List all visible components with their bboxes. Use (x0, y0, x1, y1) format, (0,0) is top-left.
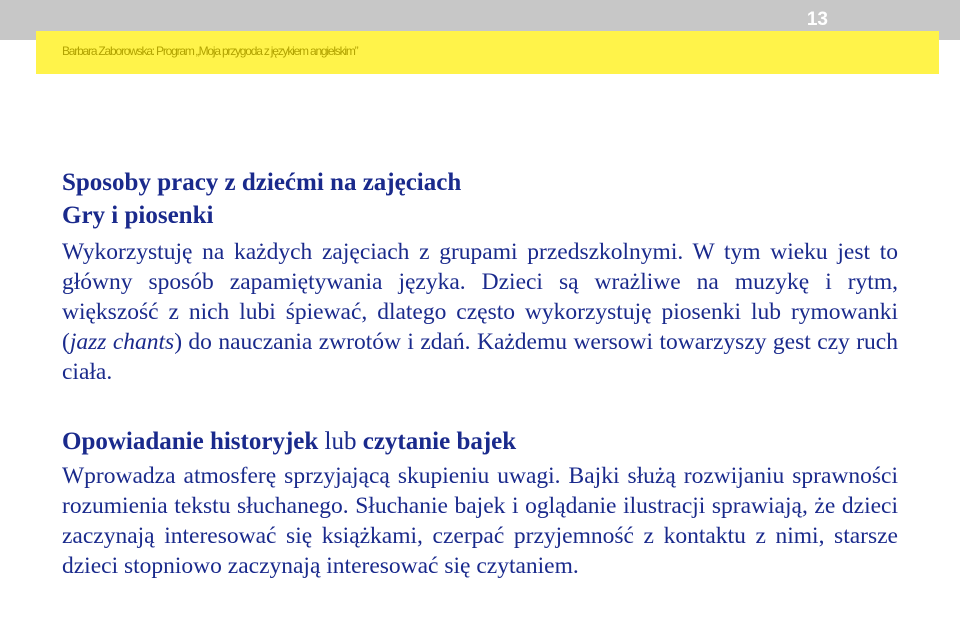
paragraph-italic-term: jazz chants (69, 329, 175, 355)
page-number: 13 (806, 9, 828, 30)
heading-bold-part: czytanie bajek (362, 428, 517, 455)
paragraph-storytelling: Wprowadza atmosferę sprzyjającą skupieniu uwagi. Bajki służą rozwijaniu sprawności rozumienia tekstu słuchanego. Słuchanie bajek i oglądanie ilustracji sprawiają, że dzieci zaczynają interesować się książkami, czerpać przyjemność z kontaktu z nimi, starsze dzieci stopniowo zaczynają interesować się czytaniem. (62, 463, 898, 579)
heading-bold-part: Opowiadanie historyjek (62, 428, 319, 455)
author-program-line: Barbara Zaborowska: Program „Moja przygoda z językiem angielskim” (62, 44, 358, 58)
paragraph-text: ) do nauczania zwrotów i zdań. Każdemu wersowi towarzyszy gest czy ruch ciała. (62, 329, 898, 385)
header-band (36, 31, 939, 74)
heading-connector: lub (318, 428, 363, 455)
section-subtitle: Gry i piosenki (62, 202, 214, 229)
section-title: Sposoby pracy z dziećmi na zajęciach (62, 169, 462, 196)
paragraph-games-songs (62, 237, 898, 387)
paragraph-text: Wykorzystuję na każdych zajęciach z grupami przedszkolnymi. W tym wieku jest to główny sposób zapamiętywania języka. Dzieci są wrażliwe na muzykę i rytm, większość z nich lubi śpiewać, dlatego często wykorzystuję piosenki lub rymowanki ( (62, 239, 898, 355)
document-body (62, 166, 898, 581)
section-heading-storytelling (62, 425, 898, 458)
